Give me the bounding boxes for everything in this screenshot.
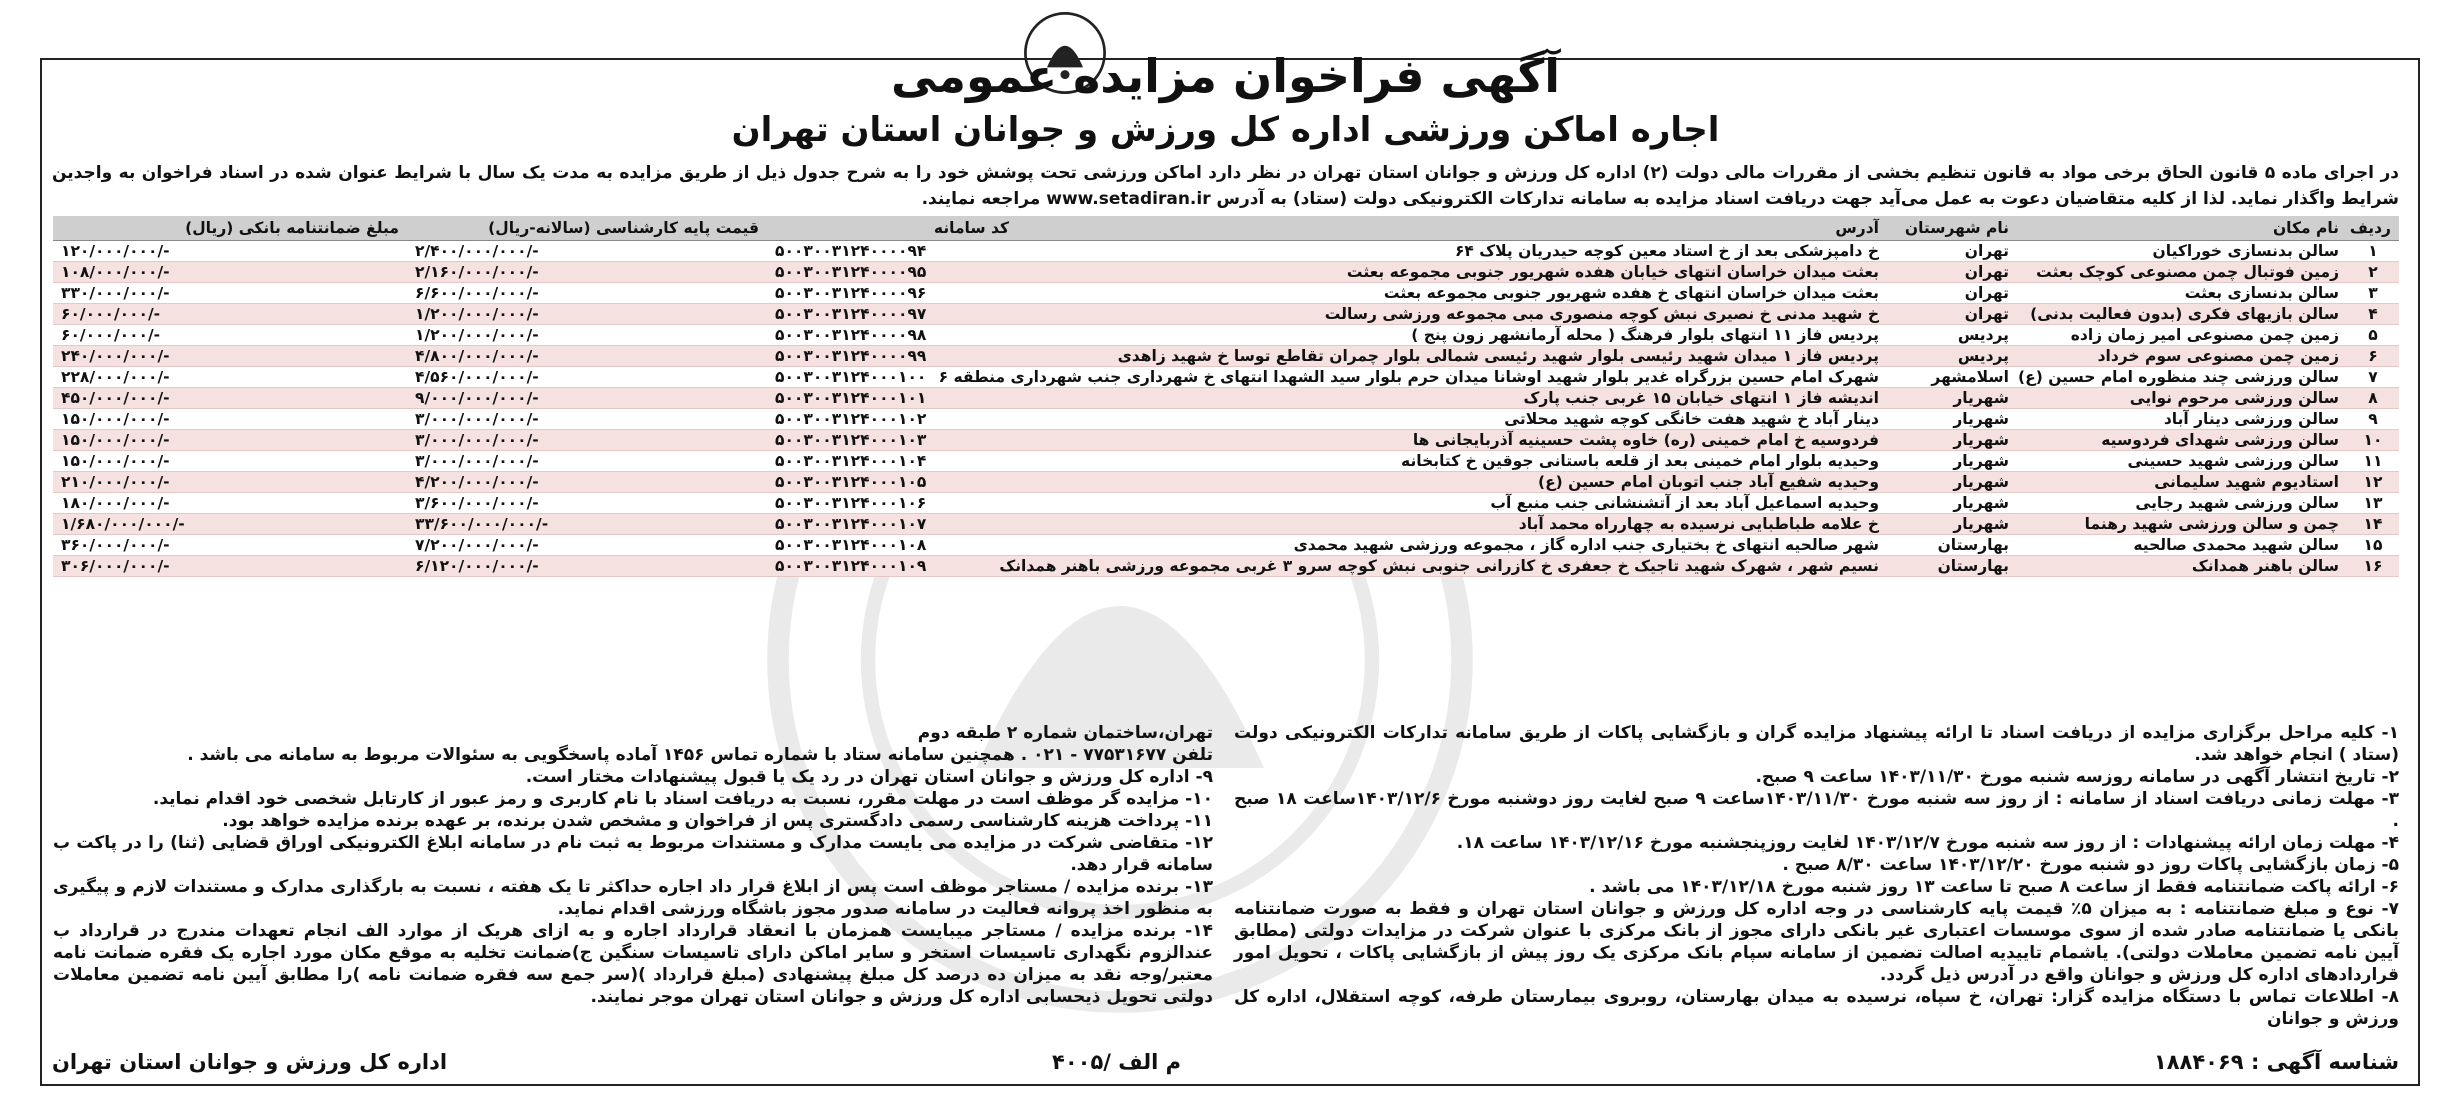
cell-address: وحیدیه بلوار امام خمینی بعد از قلعه باستانی جوقین خ کتابخانه xyxy=(1017,451,1887,472)
cell-code: ۵۰۰۳۰۰۳۱۲۴۰۰۰۰۹۹ xyxy=(767,346,1017,367)
cell-city: شهریار xyxy=(1887,409,2017,430)
table-row xyxy=(53,430,2399,451)
cell-row-number: ۸ xyxy=(2347,388,2399,409)
cell-address: خ دامپزشکی بعد از خ استاد معین کوچه حیدریان پلاک ۶۴ xyxy=(1017,241,1887,262)
cell-place: سالن ورزشی چند منظوره امام حسین (ع) xyxy=(2017,367,2347,388)
cell-guarantee: ۲۱۰/۰۰۰/۰۰۰/- xyxy=(53,472,407,493)
cell-city: بهارستان xyxy=(1887,535,2017,556)
cell-address: بعثت میدان خراسان انتهای خ هفده شهریور جنوبی مجموعه بعثت xyxy=(1017,283,1887,304)
table-row xyxy=(53,388,2399,409)
table-row xyxy=(53,535,2399,556)
cell-row-number: ۴ xyxy=(2347,304,2399,325)
cell-city: پردیس xyxy=(1887,325,2017,346)
cell-base-price: ۷/۲۰۰/۰۰۰/۰۰۰/- xyxy=(407,535,767,556)
term-item: تهران،ساختمان شماره ۲ طبقه دوم xyxy=(917,723,1213,743)
cell-guarantee: ۲۴۰/۰۰۰/۰۰۰/- xyxy=(53,346,407,367)
col-header-place: نام مکان xyxy=(2017,216,2347,241)
term-item: ۱- کلیه مراحل برگزاری مزایده از دریافت اسناد تا ارائه پیشنهاد مزایده گران و بازگشایی پاکات از طریق سامانه تدارکات الکترونیکی دولت (ستاد ) انجام خواهد شد. xyxy=(1234,723,2399,765)
cell-place: چمن و سالن ورزشی شهید رهنما xyxy=(2017,514,2347,535)
cell-code: ۵۰۰۳۰۰۳۱۲۴۰۰۰۱۰۷ xyxy=(767,514,1017,535)
cell-guarantee: ۱/۶۸۰/۰۰۰/۰۰۰/- xyxy=(53,514,407,535)
cell-address: وحیدیه اسماعیل آباد بعد از آتشنشانی جنب منبع آب xyxy=(1017,493,1887,514)
term-item: ۲- تاریخ انتشار آگهی در سامانه روزسه شنبه مورخ ۱۴۰۳/۱۱/۳۰ ساعت ۹ صبح. xyxy=(1755,767,2399,787)
cell-guarantee: ۱۸۰/۰۰۰/۰۰۰/- xyxy=(53,493,407,514)
cell-base-price: ۱/۲۰۰/۰۰۰/۰۰۰/- xyxy=(407,325,767,346)
cell-city: تهران xyxy=(1887,241,2017,262)
table-row xyxy=(53,493,2399,514)
terms-right-column xyxy=(1234,722,2399,1030)
cell-base-price: ۱/۲۰۰/۰۰۰/۰۰۰/- xyxy=(407,304,767,325)
table-row xyxy=(53,514,2399,535)
cell-place: سالن بدنسازی خوراکیان xyxy=(2017,241,2347,262)
cell-city: شهریار xyxy=(1887,388,2017,409)
cell-guarantee: ۳۳۰/۰۰۰/۰۰۰/- xyxy=(53,283,407,304)
footer xyxy=(52,1050,2399,1078)
cell-address: فردوسیه خ امام خمینی (ره) خاوه پشت حسینیه آذربایجانی ها xyxy=(1017,430,1887,451)
cell-code: ۵۰۰۳۰۰۳۱۲۴۰۰۰۱۰۱ xyxy=(767,388,1017,409)
cell-base-price: ۳/۶۰۰/۰۰۰/۰۰۰/- xyxy=(407,493,767,514)
table-row xyxy=(53,346,2399,367)
cell-city: تهران xyxy=(1887,262,2017,283)
cell-base-price: ۳/۰۰۰/۰۰۰/۰۰۰/- xyxy=(407,451,767,472)
cell-base-price: ۲/۱۶۰/۰۰۰/۰۰۰/- xyxy=(407,262,767,283)
cell-address: پردیس فاز ۱۱ انتهای بلوار فرهنگ ( محله آرمانشهر زون پنج ) xyxy=(1017,325,1887,346)
cell-base-price: ۴/۲۰۰/۰۰۰/۰۰۰/- xyxy=(407,472,767,493)
cell-row-number: ۱۲ xyxy=(2347,472,2399,493)
table-row xyxy=(53,556,2399,577)
cell-base-price: ۴/۸۰۰/۰۰۰/۰۰۰/- xyxy=(407,346,767,367)
cell-place: سالن بازیهای فکری (بدون فعالیت بدنی) xyxy=(2017,304,2347,325)
table-header-row xyxy=(53,216,2399,241)
cell-place: سالن ورزشی شهید رجایی xyxy=(2017,493,2347,514)
cell-code: ۵۰۰۳۰۰۳۱۲۴۰۰۰۰۹۷ xyxy=(767,304,1017,325)
col-header-city: نام شهرستان xyxy=(1887,216,2017,241)
term-item: ۹- اداره کل ورزش و جوانان استان تهران در رد یک یا قبول پیشنهادات مختار است. xyxy=(525,767,1213,787)
cell-city: اسلامشهر xyxy=(1887,367,2017,388)
cell-place: زمین چمن مصنوعی امیر زمان زاده xyxy=(2017,325,2347,346)
term-item: ۳- مهلت زمانی دریافت اسناد از سامانه : از روز سه شنبه مورخ ۱۴۰۳/۱۱/۳۰ساعت ۹ صبح لغایت روز دوشنبه مورخ ۱۴۰۳/۱۲/۶ساعت ۱۸ صبح . xyxy=(1234,789,2399,831)
cell-place: زمین چمن مصنوعی سوم خرداد xyxy=(2017,346,2347,367)
table-row xyxy=(53,472,2399,493)
cell-code: ۵۰۰۳۰۰۳۱۲۴۰۰۰۰۹۵ xyxy=(767,262,1017,283)
table-row xyxy=(53,262,2399,283)
term-item: ۶- ارائه پاکت ضمانتنامه فقط از ساعت ۸ صبح تا ساعت ۱۳ روز شنبه مورخ ۱۴۰۳/۱۲/۱۸ می باشد . xyxy=(1589,877,2399,897)
cell-base-price: ۶/۶۰۰/۰۰۰/۰۰۰/- xyxy=(407,283,767,304)
cell-address: خ شهید مدنی خ نصیری نبش کوچه منصوری مبی مجموعه ورزشی رسالت xyxy=(1017,304,1887,325)
cell-guarantee: ۶۰/۰۰۰/۰۰۰/- xyxy=(53,304,407,325)
table-row xyxy=(53,367,2399,388)
cell-row-number: ۱۵ xyxy=(2347,535,2399,556)
cell-address: بعثت میدان خراسان انتهای خیابان هفده شهریور جنوبی مجموعه بعثت xyxy=(1017,262,1887,283)
cell-guarantee: ۱۰۸/۰۰۰/۰۰۰/- xyxy=(53,262,407,283)
cell-city: شهریار xyxy=(1887,514,2017,535)
page-subtitle: اجاره اماکن ورزشی اداره کل ورزش و جوانان استان تهران xyxy=(731,110,1720,150)
cell-code: ۵۰۰۳۰۰۳۱۲۴۰۰۰۱۰۰ xyxy=(767,367,1017,388)
auction-table xyxy=(53,216,2399,577)
cell-address: شهر صالحیه انتهای خ بختیاری جنب اداره گاز ، مجموعه ورزشی شهید محمدی xyxy=(1017,535,1887,556)
term-item: تلفن ۷۷۵۳۱۶۷۷ - ۰۲۱ . همچنین سامانه ستاد با شماره تماس ۱۴۵۶ آماده پاسخگویی به سئوالات مربوط به سامانه می باشد . xyxy=(187,745,1213,765)
cell-city: تهران xyxy=(1887,304,2017,325)
cell-address: اندیشه فاز ۱ انتهای خیابان ۱۵ غربی جنب پارک xyxy=(1017,388,1887,409)
cell-code: ۵۰۰۳۰۰۳۱۲۴۰۰۰۰۹۶ xyxy=(767,283,1017,304)
col-header-base-price: قیمت پایه کارشناسی (سالانه-ریال) xyxy=(407,216,767,241)
cell-code: ۵۰۰۳۰۰۳۱۲۴۰۰۰۱۰۲ xyxy=(767,409,1017,430)
intro-paragraph: در اجرای ماده ۵ قانون الحاق برخی مواد به قانون تنظیم بخشی از مقررات مالی دولت (۲) اداره کل ورزش و جوانان استان تهران در نظر دارد اماکن ورزشی تحت پوشش خود را به شرح جدول ذیل از طریق مزایده به مدت یک سال با شرایط عنوان شده در اسناد فراخوان به واجدین شرایط واگذار نماید. لذا از کلیه متقاضیان دعوت به عمل می‌آید جهت دریافت اسناد مزایده به سامانه تدارکات الکترونیکی دولت (ستاد) به آدرس www.setadiran.ir مراجعه نمایند. xyxy=(52,163,2399,209)
col-header-row-number: ردیف xyxy=(2347,216,2399,241)
cell-code: ۵۰۰۳۰۰۳۱۲۴۰۰۰۱۰۹ xyxy=(767,556,1017,577)
cell-guarantee: ۴۵۰/۰۰۰/۰۰۰/- xyxy=(53,388,407,409)
table-row xyxy=(53,409,2399,430)
publication-code: م الف /۴۰۰۵ xyxy=(1052,1050,1182,1074)
cell-guarantee: ۶۰/۰۰۰/۰۰۰/- xyxy=(53,325,407,346)
term-item: ۱۰- مزایده گر موظف است در مهلت مقرر، نسبت به دریافت اسناد با نام کاربری و رمز عبور از کارتابل شخصی خود اقدام نماید. xyxy=(152,789,1213,809)
cell-city: شهریار xyxy=(1887,493,2017,514)
organization-name: اداره کل ورزش و جوانان استان تهران xyxy=(52,1050,448,1074)
term-item: ۱۴- برنده مزایده / مستاجر میبایست همزمان با انعقاد قرارداد اجاره و به ازای هریک از موارد الف انجام تعهدات مندرج در قرارداد ب عندالزوم نگهداری تاسیسات استخر و سایر اماکن دارای تاسیسات سنگین ج)ضمانت تخلیه به موقع مکان مورد اجاره یک فقره ضمانت نامه معتبر/وجه نقد به میزان ده درصد کل مبلغ پیشنهادی (مبلغ قرارداد )(سر جمع سه فقره ضمانت نامه )را مطابق آیین نامه تضمین معاملات دولتی تحویل ذیحسابی اداره کل ورزش و جوانان استان تهران موجر نمایند. xyxy=(53,921,1213,1007)
cell-city: بهارستان xyxy=(1887,556,2017,577)
cell-base-price: ۲/۴۰۰/۰۰۰/۰۰۰/- xyxy=(407,241,767,262)
cell-place: سالن ورزشی دینار آباد xyxy=(2017,409,2347,430)
cell-guarantee: ۲۲۸/۰۰۰/۰۰۰/- xyxy=(53,367,407,388)
terms-section xyxy=(53,722,2399,1032)
cell-address: دینار آباد خ شهید هفت خانگی کوچه شهید محلاتی xyxy=(1017,409,1887,430)
cell-row-number: ۱۶ xyxy=(2347,556,2399,577)
cell-address: نسیم شهر ، شهرک شهید تاجیک خ جعفری خ کازرانی جنوبی نبش کوچه سرو ۳ غربی مجموعه ورزشی باهنر همدانک xyxy=(1017,556,1887,577)
cell-place: سالن ورزشی شهدای فردوسیه xyxy=(2017,430,2347,451)
cell-base-price: ۴/۵۶۰/۰۰۰/۰۰۰/- xyxy=(407,367,767,388)
cell-address: وحیدیه شفیع آباد جنب اتوبان امام حسین (ع) xyxy=(1017,472,1887,493)
cell-code: ۵۰۰۳۰۰۳۱۲۴۰۰۰۰۹۴ xyxy=(767,241,1017,262)
cell-city: پردیس xyxy=(1887,346,2017,367)
table-row xyxy=(53,325,2399,346)
terms-left-column xyxy=(53,722,1213,1008)
term-item: ۴- مهلت زمان ارائه پیشنهادات : از روز سه شنبه مورخ ۱۴۰۳/۱۲/۷ لغایت روزپنجشنبه مورخ ۱۴۰۳/۱۲/۱۶ ساعت ۱۸. xyxy=(1456,833,2399,853)
term-item: ۸- اطلاعات تماس با دستگاه مزایده گزار: تهران، خ سپاه، نرسیده به میدان بهارستان، روبروی بیمارستان طرفه، کوچه استقلال، اداره کل ورزش و جوانان xyxy=(1234,987,2399,1029)
cell-row-number: ۵ xyxy=(2347,325,2399,346)
cell-guarantee: ۱۵۰/۰۰۰/۰۰۰/- xyxy=(53,451,407,472)
term-item: ۵- زمان بازگشایی پاکات روز دو شنبه مورخ ۱۴۰۳/۱۲/۲۰ ساعت ۸/۳۰ صبح . xyxy=(1782,855,2399,875)
cell-place: استادیوم شهید سلیمانی xyxy=(2017,472,2347,493)
ad-id: شناسه آگهی : ۱۸۸۴۰۶۹ xyxy=(2153,1050,2399,1074)
cell-address: پردیس فاز ۱ میدان شهید رئیسی بلوار شهید رئیسی شمالی بلوار چمران تقاطع توسا خ شهید زاهدی xyxy=(1017,346,1887,367)
cell-city: شهریار xyxy=(1887,451,2017,472)
cell-base-price: ۳/۰۰۰/۰۰۰/۰۰۰/- xyxy=(407,409,767,430)
cell-row-number: ۱۱ xyxy=(2347,451,2399,472)
term-item: ۱۱- پرداخت هزینه کارشناسی رسمی دادگستری پس از فراخوان و مشخص شدن برنده، بر عهده برنده مزایده خواهد بود. xyxy=(222,811,1213,831)
cell-row-number: ۹ xyxy=(2347,409,2399,430)
term-item: ۱۳- برنده مزایده / مستاجر موظف است پس از ابلاغ قرار داد اجاره حداکثر تا یک هفته ، نسبت به بارگذاری مدارک و مستندات لازم و پیگیری به منظور اخذ پروانه فعالیت در سامانه صدور مجوز باشگاه ورزشی اقدام نماید. xyxy=(53,877,1213,919)
cell-code: ۵۰۰۳۰۰۳۱۲۴۰۰۰۱۰۳ xyxy=(767,430,1017,451)
cell-base-price: ۹/۰۰۰/۰۰۰/۰۰۰/- xyxy=(407,388,767,409)
col-header-address: آدرس xyxy=(1017,216,1887,241)
table-row xyxy=(53,283,2399,304)
term-item: ۱۲- متقاضی شرکت در مزایده می بایست مدارک و مستندات مربوط به ثبت نام در سامانه ابلاغ الکترونیکی اوراق قضایی (ثنا) را در پاکت ب سامانه قرار دهد. xyxy=(53,833,1213,875)
col-header-code: کد سامانه xyxy=(767,216,1017,241)
cell-guarantee: ۳۶۰/۰۰۰/۰۰۰/- xyxy=(53,535,407,556)
cell-code: ۵۰۰۳۰۰۳۱۲۴۰۰۰۱۰۵ xyxy=(767,472,1017,493)
cell-row-number: ۱۳ xyxy=(2347,493,2399,514)
cell-place: سالن بدنسازی بعثت xyxy=(2017,283,2347,304)
cell-base-price: ۶/۱۲۰/۰۰۰/۰۰۰/- xyxy=(407,556,767,577)
cell-place: سالن شهید محمدی صالحیه xyxy=(2017,535,2347,556)
cell-code: ۵۰۰۳۰۰۳۱۲۴۰۰۰۱۰۶ xyxy=(767,493,1017,514)
col-header-guarantee: مبلغ ضمانتنامه بانکی (ریال) xyxy=(53,216,407,241)
cell-guarantee: ۱۵۰/۰۰۰/۰۰۰/- xyxy=(53,430,407,451)
cell-row-number: ۲ xyxy=(2347,262,2399,283)
cell-address: شهرک امام حسین بزرگراه غدیر بلوار شهید اوشانا میدان حرم بلوار سید الشهدا انتهای خ شهرداری جنب شهرداری منطقه ۶ xyxy=(1017,367,1887,388)
page-title: آگهی فراخوان مزایده عمومی xyxy=(891,49,1560,103)
cell-city: شهریار xyxy=(1887,472,2017,493)
cell-row-number: ۶ xyxy=(2347,346,2399,367)
cell-guarantee: ۱۵۰/۰۰۰/۰۰۰/- xyxy=(53,409,407,430)
cell-code: ۵۰۰۳۰۰۳۱۲۴۰۰۰۱۰۴ xyxy=(767,451,1017,472)
table-row xyxy=(53,451,2399,472)
cell-place: سالن ورزشی مرحوم نوایی xyxy=(2017,388,2347,409)
cell-place: سالن باهنر همدانک xyxy=(2017,556,2347,577)
cell-guarantee: ۱۲۰/۰۰۰/۰۰۰/- xyxy=(53,241,407,262)
cell-row-number: ۷ xyxy=(2347,367,2399,388)
cell-address: خ علامه طباطبایی نرسیده به چهارراه محمد آباد xyxy=(1017,514,1887,535)
cell-city: شهریار xyxy=(1887,430,2017,451)
cell-code: ۵۰۰۳۰۰۳۱۲۴۰۰۰۰۹۸ xyxy=(767,325,1017,346)
cell-place: سالن ورزشی شهید حسینی xyxy=(2017,451,2347,472)
cell-row-number: ۱ xyxy=(2347,241,2399,262)
term-item: ۷- نوع و مبلغ ضمانتنامه : به میزان ۵٪ قیمت پایه کارشناسی در وجه اداره کل ورزش و جوانان استان تهران و فقط به صورت ضمانتنامه بانکی یا ضمانتنامه صادر شده از سوی موسسات اعتباری غیر بانکی دارای مجوز از بانک مرکزی با عنوان شرکت در مزایدات دولتی (مطابق آیین نامه تضمین معاملات دولتی). یاشمام تاییدیه اصالت تضمین از سامانه سپام بانک مرکزی یک روز پیش از بازگشایی پاکات ، تحویل امور قراردادهای اداره کل ورزش و جوانان واقع در آدرس ذیل گردد. xyxy=(1234,899,2399,985)
cell-row-number: ۱۴ xyxy=(2347,514,2399,535)
cell-base-price: ۳/۰۰۰/۰۰۰/۰۰۰/- xyxy=(407,430,767,451)
cell-row-number: ۳ xyxy=(2347,283,2399,304)
cell-base-price: ۳۳/۶۰۰/۰۰۰/۰۰۰/- xyxy=(407,514,767,535)
cell-guarantee: ۳۰۶/۰۰۰/۰۰۰/- xyxy=(53,556,407,577)
table-row xyxy=(53,304,2399,325)
cell-code: ۵۰۰۳۰۰۳۱۲۴۰۰۰۱۰۸ xyxy=(767,535,1017,556)
cell-city: تهران xyxy=(1887,283,2017,304)
table-row xyxy=(53,241,2399,262)
cell-place: زمین فوتبال چمن مصنوعی کوچک بعثت xyxy=(2017,262,2347,283)
cell-row-number: ۱۰ xyxy=(2347,430,2399,451)
